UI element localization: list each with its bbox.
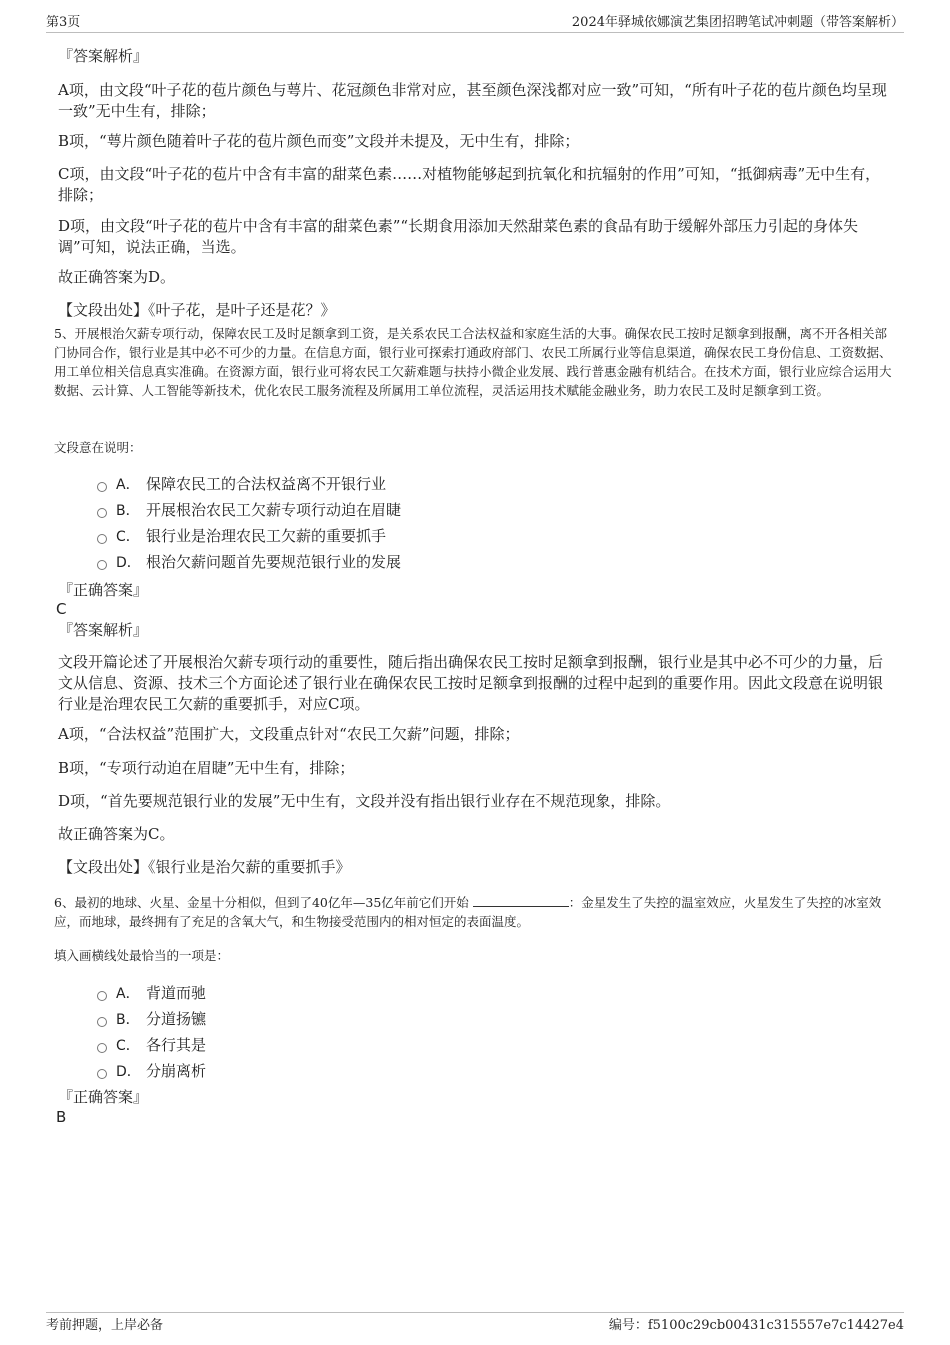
conclusion: 故正确答案为D。	[58, 268, 176, 286]
document-code: 编号：f5100c29cb00431c315557e7c14427e4	[608, 1318, 904, 1333]
q6-option-c[interactable]: C． 各行其是	[97, 1035, 206, 1056]
question-5-stem: 5、开展根治欠薪专项行动，保障农民工及时足额拿到工资，是关系农民工合法权益和家庭生活的大事。确保农民工按时足额拿到报酬，离不开各相关部门协同合作，银行业是其中必不可少的力量。在信息方面，银行业可探索打通政府部门、农民工所属行业等信息渠道，确保农民工身份信息、工资数据、用工单位相关信息真实准确。在资源方面，银行业可将农民工欠薪难题与扶持小微企业发展、践行普惠金融有机结合。在技术方面，银行业应综合运用大数据、云计算、人工智能等新技术，优化农民工服务流程及所属用工单位流程，灵活运用技术赋能金融业务，助力农民工及时足额拿到工资。	[54, 326, 892, 398]
page-header	[46, 14, 904, 33]
q5-option-d[interactable]: D． 根治欠薪问题首先要规范银行业的发展	[97, 552, 401, 573]
question-5-prompt: 文段意在说明：	[54, 440, 142, 455]
page-number: 第3页	[46, 15, 81, 30]
analysis-b: B项，“专项行动迫在眉睫”无中生有，排除；	[58, 759, 355, 777]
answer-label: 『正确答案』	[58, 1088, 149, 1106]
analysis-d: D项，由文段“叶子花的苞片中含有丰富的甜菜色素”“长期食用添加天然甜菜色素的食品有助于缓解外部压力引起的身体失调”可知，说法正确，当选。	[58, 217, 859, 256]
analysis-b: B项，“萼片颜色随着叶子花的苞片颜色而变”文段并未提及，无中生有，排除；	[58, 132, 580, 150]
conclusion: 故正确答案为C。	[58, 825, 175, 843]
q5-option-c[interactable]: C． 银行业是治理农民工欠薪的重要抓手	[97, 526, 386, 547]
q5-option-b[interactable]: B． 开展根治农民工欠薪专项行动迫在眉睫	[97, 500, 401, 521]
source: 【文段出处】《银行业是治欠薪的重要抓手》	[58, 858, 351, 876]
analysis-d: D项，“首先要规范银行业的发展”无中生有，文段并没有指出银行业存在不规范现象，排除。	[58, 792, 671, 810]
radio-icon[interactable]	[97, 482, 107, 492]
analysis-label: 『答案解析』	[58, 621, 149, 639]
question-6-stem: 6、最初的地球、火星、金星十分相似，但到了40亿年—35亿年前它们开始 ：金星发生了失控的温室效应，火星发生了失控的冰室效应，而地球，最终拥有了充足的含氧大气，和生物接受范围内的相对恒定的表面温度。	[54, 895, 882, 929]
analysis-a: A项，由文段“叶子花的苞片颜色与萼片、花冠颜色非常对应，甚至颜色深浅都对应一致”可知，“所有叶子花的苞片颜色均呈现一致”无中生有，排除；	[58, 81, 887, 120]
analysis-a: A项，“合法权益”范围扩大，文段重点针对“农民工欠薪”问题，排除；	[58, 725, 520, 743]
radio-icon[interactable]	[97, 1043, 107, 1053]
radio-icon[interactable]	[97, 1017, 107, 1027]
analysis-label: 『答案解析』	[58, 47, 149, 65]
answer-value: C	[56, 600, 67, 618]
q6-option-a[interactable]: A． 背道而驰	[97, 983, 206, 1004]
q6-option-d[interactable]: D． 分崩离析	[97, 1061, 206, 1082]
radio-icon[interactable]	[97, 534, 107, 544]
radio-icon[interactable]	[97, 1069, 107, 1079]
radio-icon[interactable]	[97, 508, 107, 518]
fill-blank	[473, 894, 569, 907]
document-title: 2024年驿城依娜演艺集团招聘笔试冲刺题（带答案解析）	[571, 15, 904, 30]
q5-option-a[interactable]: A． 保障农民工的合法权益离不开银行业	[97, 474, 386, 495]
answer-value: B	[56, 1108, 67, 1126]
answer-label: 『正确答案』	[58, 581, 149, 599]
page-footer	[46, 1312, 904, 1335]
footer-slogan: 考前押题，上岸必备	[46, 1318, 164, 1333]
q6-option-b[interactable]: B． 分道扬镳	[97, 1009, 206, 1030]
analysis-body: 文段开篇论述了开展根治欠薪专项行动的重要性，随后指出确保农民工按时足额拿到报酬，银行业是其中必不可少的力量，后文从信息、资源、技术三个方面论述了银行业在确保农民工按时足额拿到报酬的过程中起到的重要作用。因此文段意在说明银行业是治理农民工欠薪的重要抓手，对应C项。	[58, 653, 884, 713]
radio-icon[interactable]	[97, 991, 107, 1001]
source: 【文段出处】《叶子花，是叶子还是花？》	[58, 301, 336, 319]
question-6-prompt: 填入画横线处最恰当的一项是：	[54, 948, 230, 963]
radio-icon[interactable]	[97, 560, 107, 570]
analysis-c: C项，由文段“叶子花的苞片中含有丰富的甜菜色素……对植物能够起到抗氧化和抗辐射的作用”可知，“抵御病毒”无中生有，排除；	[58, 165, 881, 204]
